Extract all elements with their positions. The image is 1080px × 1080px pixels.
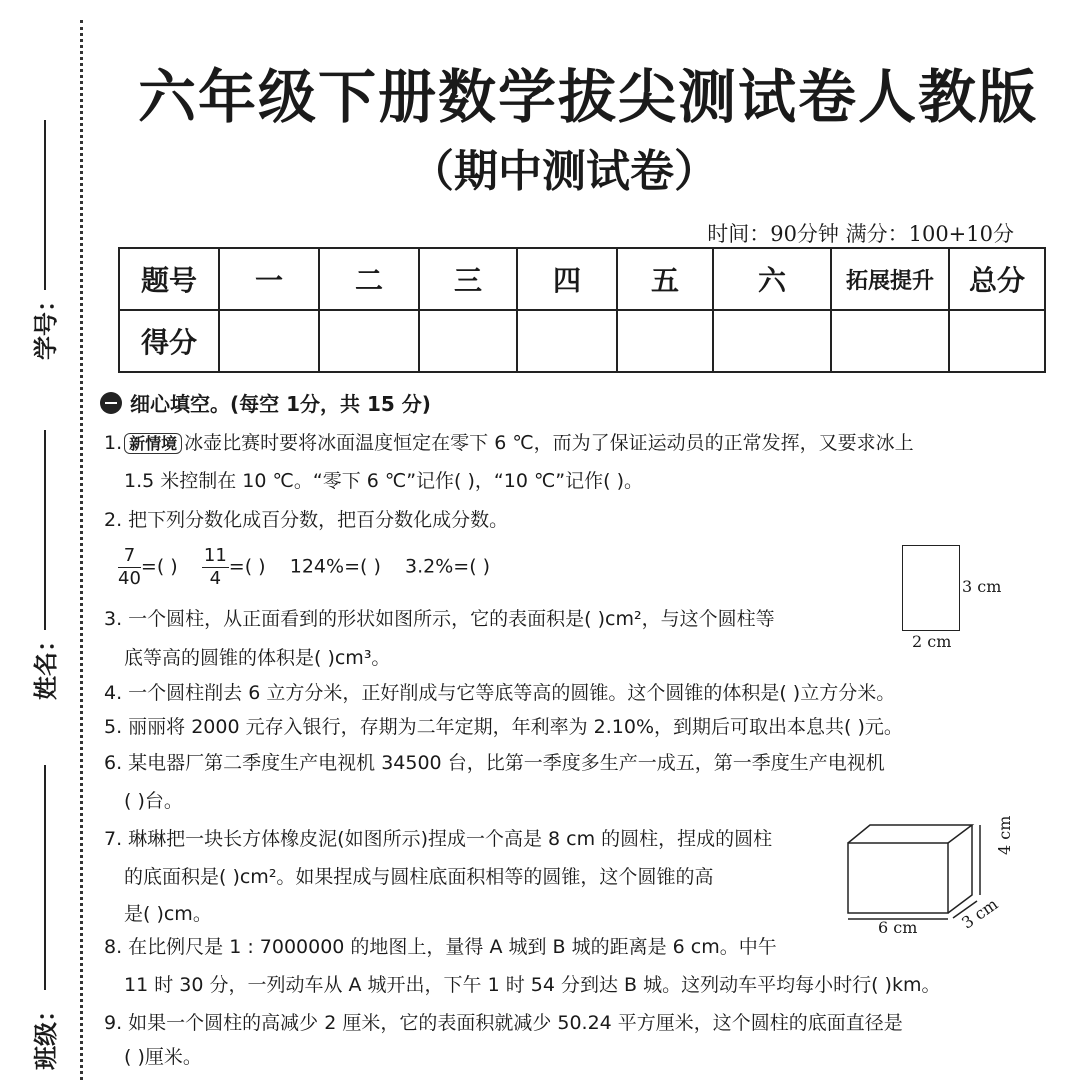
student-id-label: 学号：: [32, 288, 60, 360]
question-5: 5. 丽丽将 2000 元存入银行，存期为二年定期，年利率为 2.10%，到期后可取出本息共( )元。: [104, 716, 903, 738]
binding-dotted-line: [80, 20, 83, 1080]
question-9-line-1: 9. 如果一个圆柱的高减少 2 厘米，它的表面积就减少 50.24 平方厘米，这个圆柱的底面直径是: [104, 1012, 903, 1034]
question-3-line-1: 3. 一个圆柱，从正面看到的形状如图所示，它的表面积是( )cm²，与这个圆柱等: [104, 608, 775, 630]
header-cell: 题号: [119, 248, 219, 310]
cylinder-front-view-figure: [902, 545, 960, 631]
figure-width-label: 2 cm: [912, 632, 952, 651]
question-2-answers: $\frac{7}{40}$ =( ) $\frac{11}{4}$ =( ) 124%=( ) 3.2%=( ): [118, 545, 491, 589]
score-cell[interactable]: [319, 310, 419, 372]
score-cell[interactable]: [419, 310, 517, 372]
question-1-line-1: [104, 432, 914, 455]
question-9-line-2: ( )厘米。: [124, 1046, 202, 1068]
percent-item: 3.2%=( ): [405, 555, 491, 578]
score-cell[interactable]: [219, 310, 319, 372]
score-table-score-row: [119, 310, 1045, 372]
cuboid-side-face: [948, 825, 972, 913]
new-context-tag: 新情境: [124, 433, 182, 454]
time-info: 时间：90分钟 满分：100+10分: [707, 222, 1014, 246]
fraction: $\frac{7}{40}$: [118, 545, 141, 589]
page-title: 六年级下册数学拔尖测试卷人教版: [138, 63, 1039, 131]
score-cell[interactable]: [831, 310, 949, 372]
name-label: 姓名：: [32, 628, 60, 700]
question-7-line-3: 是( )cm。: [124, 903, 212, 925]
question-7-line-1: 7. 琳琳把一块长方体橡皮泥(如图所示)捏成一个高是 8 cm 的圆柱，捏成的圆柱: [104, 828, 773, 850]
figure-height-label: 3 cm: [962, 577, 1002, 596]
score-cell[interactable]: [713, 310, 831, 372]
cuboid-top-face: [848, 825, 972, 843]
question-7-line-2: 的底面积是( )cm²。如果捏成与圆柱底面积相等的圆锥，这个圆锥的高: [124, 866, 714, 888]
cuboid-figure: [840, 815, 1020, 940]
question-text: 冰壶比赛时要将冰面温度恒定在零下 6 ℃，而为了保证运动员的正常发挥，又要求冰上: [184, 432, 914, 454]
score-cell[interactable]: [517, 310, 617, 372]
header-cell: 四: [517, 248, 617, 310]
page-subtitle: （期中测试卷）: [410, 146, 718, 197]
question-number: 1.: [104, 432, 123, 454]
cuboid-front-face: [848, 843, 948, 913]
score-cell[interactable]: [949, 310, 1045, 372]
fraction: $\frac{11}{4}$: [203, 545, 227, 589]
score-cell[interactable]: [617, 310, 713, 372]
question-2: 2. 把下列分数化成百分数，把百分数化成分数。: [104, 509, 509, 531]
percent-item: 124%=( ): [289, 555, 381, 578]
cuboid-width-label: 3 cm: [958, 894, 1002, 933]
name-line: [44, 430, 46, 630]
question-4: 4. 一个圆柱削去 6 立方分米，正好削成与它等底等高的圆锥。这个圆锥的体积是( )立方分米。: [104, 682, 896, 704]
cuboid-length-label: 6 cm: [878, 918, 918, 937]
question-1-line-2: 1.5 米控制在 10 ℃。“零下 6 ℃”记作( )，“10 ℃”记作( )。: [124, 470, 644, 492]
header-cell: 总分: [949, 248, 1045, 310]
question-8-line-2: 11 时 30 分，一列动车从 A 城开出，下午 1 时 54 分到达 B 城。这列动车平均每小时行( )km。: [124, 974, 941, 996]
student-id-line: [44, 120, 46, 290]
class-label: 班级：: [32, 998, 60, 1070]
section-number-one-icon: [100, 392, 122, 414]
score-table-header-row: [119, 248, 1045, 310]
score-table: [118, 247, 1046, 373]
header-cell: 拓展提升: [831, 248, 949, 310]
row-label-cell: 得分: [119, 310, 219, 372]
question-6-line-2: ( )台。: [124, 790, 183, 812]
question-8-line-1: 8. 在比例尺是 1 : 7000000 的地图上，量得 A 城到 B 城的距离是 6 cm。中午: [104, 936, 777, 958]
header-cell: 三: [419, 248, 517, 310]
section-one-header: [100, 388, 431, 417]
header-cell: 二: [319, 248, 419, 310]
header-cell: 一: [219, 248, 319, 310]
question-6-line-1: 6. 某电器厂第二季度生产电视机 34500 台，比第一季度多生产一成五，第一季度生产电视机: [104, 752, 885, 774]
section-one-title: 细心填空。(每空 1分，共 15 分): [130, 392, 431, 416]
header-cell: 六: [713, 248, 831, 310]
question-3-line-2: 底等高的圆锥的体积是( )cm³。: [124, 647, 391, 669]
header-cell: 五: [617, 248, 713, 310]
class-line: [44, 765, 46, 990]
cuboid-height-label: 4 cm: [995, 815, 1014, 855]
